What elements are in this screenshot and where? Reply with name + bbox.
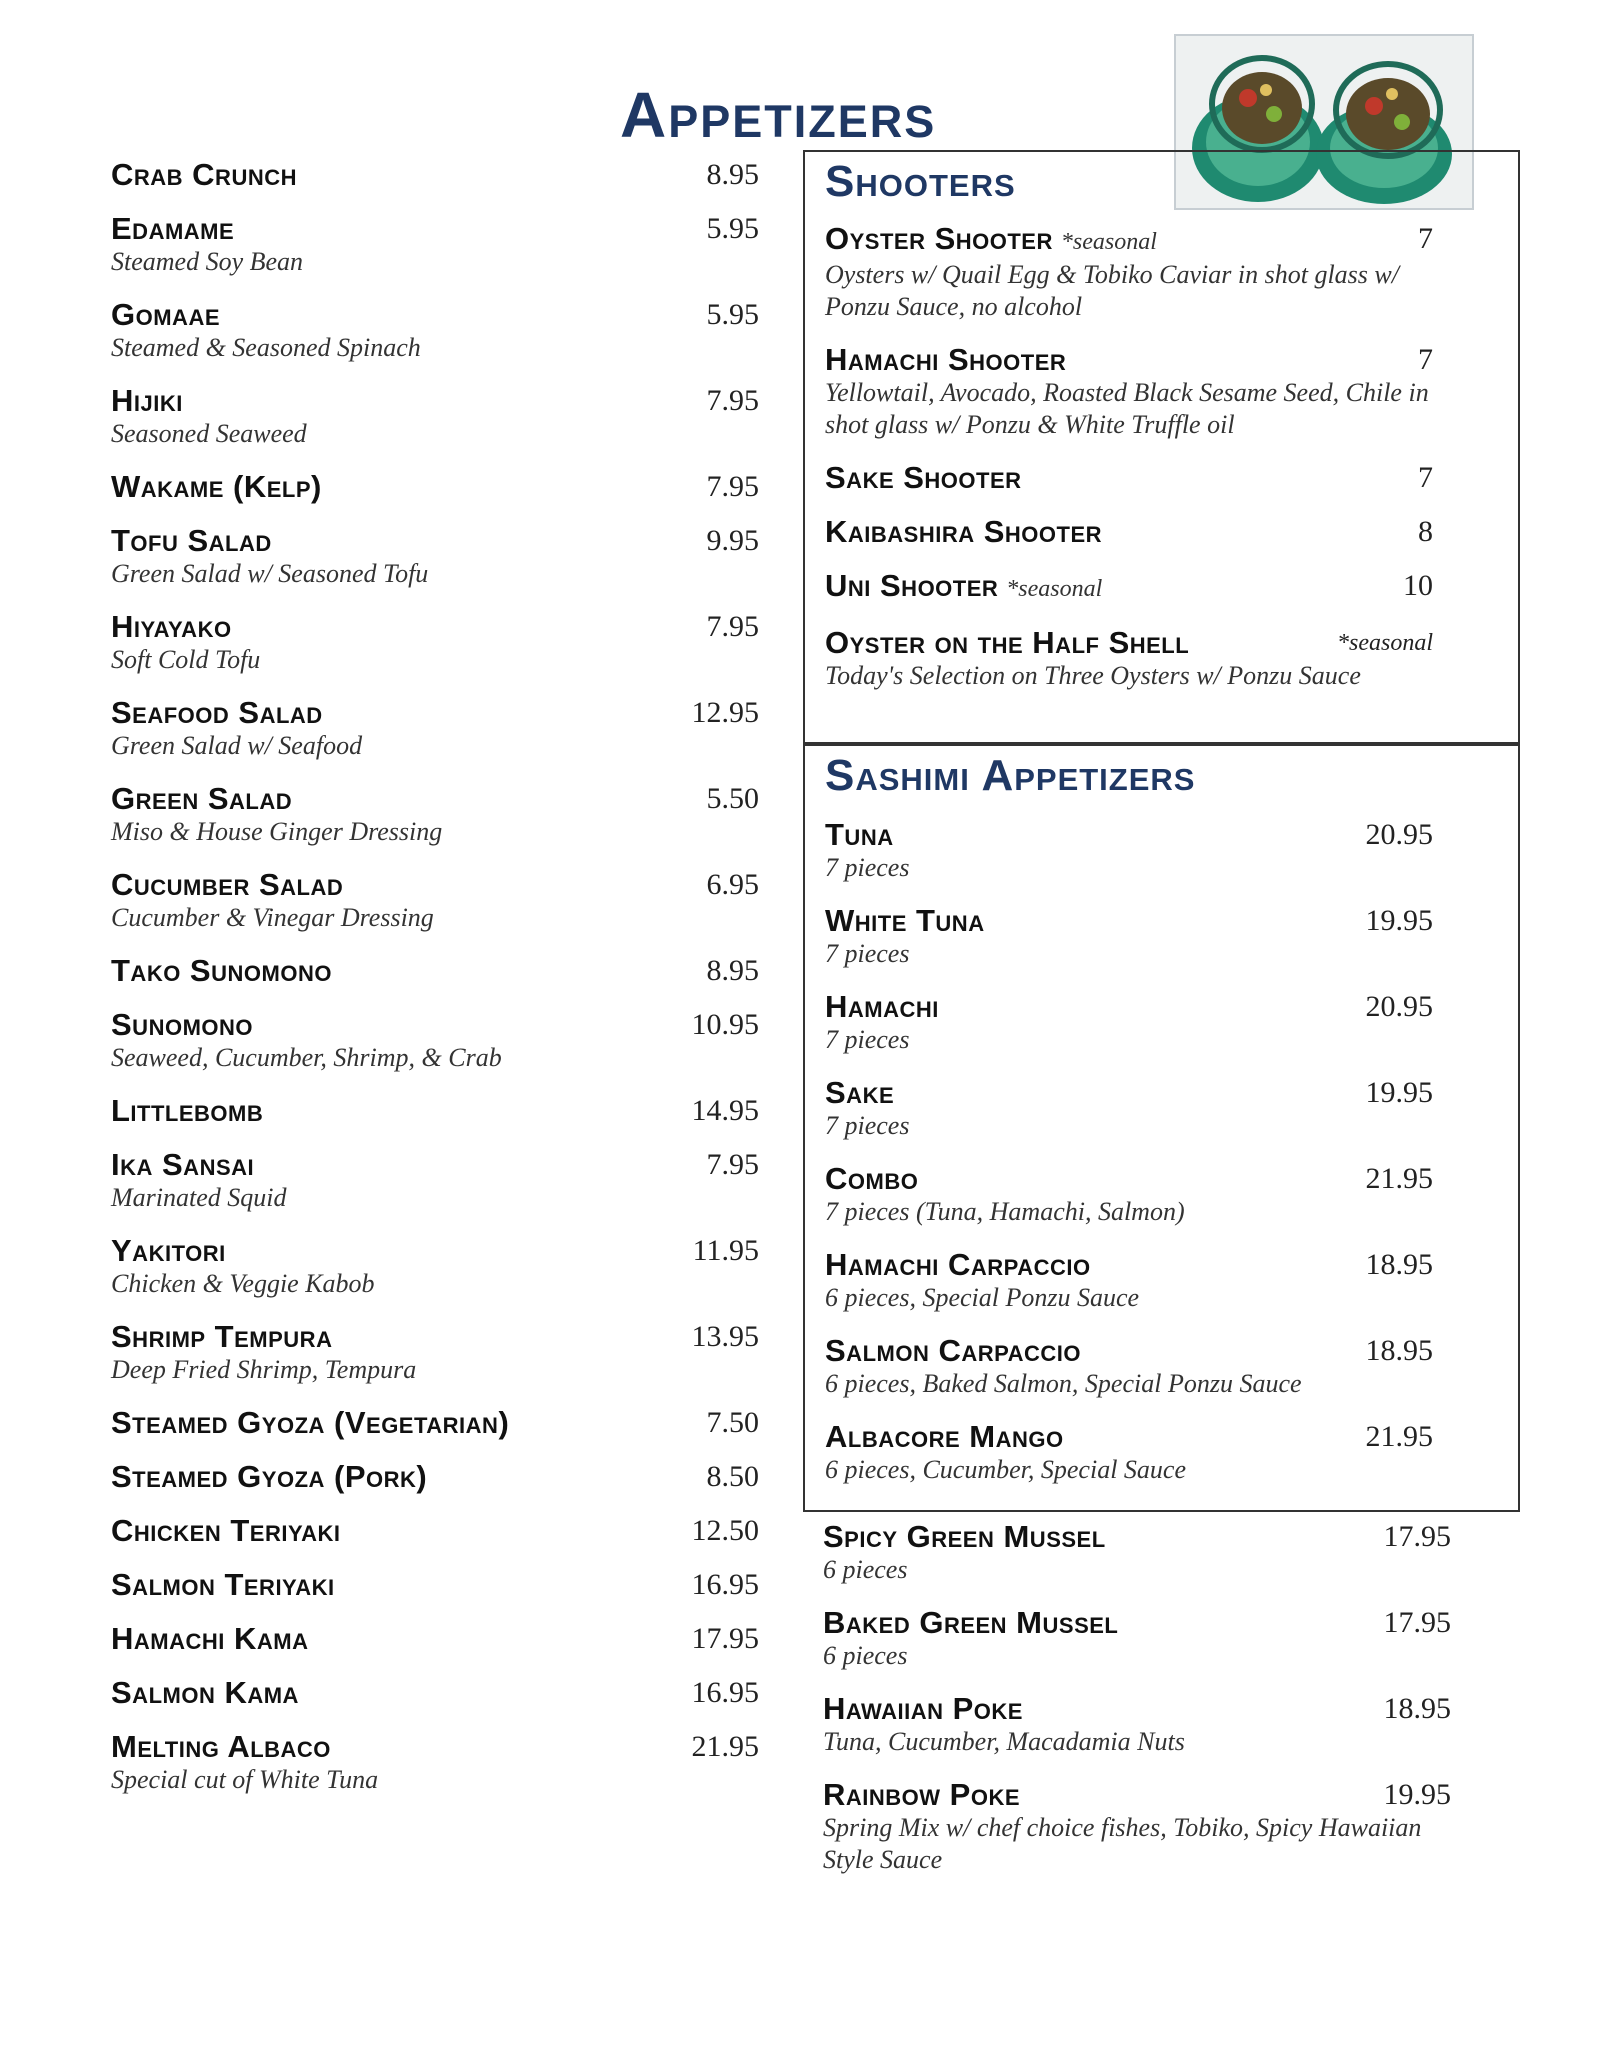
menu-item [111,1234,759,1300]
item-price: 8 [1418,515,1433,548]
item-price: 12.50 [691,1514,759,1547]
item-price: 7.95 [706,384,759,417]
section-title: Shooters [825,157,1016,206]
menu-item [111,1730,759,1796]
menu-item [111,1676,759,1710]
menu-item [823,1692,1451,1758]
menu-item [825,515,1433,549]
item-description: 6 pieces, Baked Salmon, Special Ponzu Sauce [825,1369,1302,1398]
item-description: 6 pieces [823,1641,908,1670]
item-name: Tofu Salad [111,523,272,558]
menu-item [825,461,1433,495]
item-price: 16.95 [691,1568,759,1601]
item-price: 18.95 [1365,1248,1433,1281]
item-price: 7 [1418,461,1433,494]
item-description: Deep Fried Shrimp, Tempura [111,1355,417,1384]
item-name: Hamachi Carpaccio [825,1247,1091,1282]
item-description: Marinated Squid [111,1183,287,1212]
item-description: Miso & House Ginger Dressing [111,817,443,846]
item-name: Steamed Gyoza (Vegetarian) [111,1405,510,1440]
item-name: Seafood Salad [111,695,323,730]
menu-item [823,1520,1451,1586]
item-name: Steamed Gyoza (Pork) [111,1459,428,1494]
menu-item [111,1094,759,1128]
item-description: Oysters w/ Quail Egg & Tobiko Caviar in shot glass w/ Ponzu Sauce, no alcohol [825,260,1399,321]
menu-item [111,298,759,364]
menu-item [111,610,759,676]
item-price: 12.95 [691,696,759,729]
item-description: 6 pieces, Special Ponzu Sauce [825,1283,1140,1312]
item-description: Green Salad w/ Seafood [111,731,363,760]
item-description: 6 pieces [823,1555,908,1584]
item-description: 7 pieces (Tuna, Hamachi, Salmon) [825,1197,1185,1226]
item-name: Salmon Kama [111,1675,299,1710]
item-price: 20.95 [1365,818,1433,851]
item-price: 7.95 [706,610,759,643]
item-name: Uni Shooter *seasonal [825,568,1103,603]
item-description: Spring Mix w/ chef choice fishes, Tobiko, Spicy Hawaiian Style Sauce [823,1813,1422,1874]
item-description: 7 pieces [825,853,910,882]
item-name: Salmon Carpaccio [825,1333,1082,1368]
item-description: Tuna, Cucumber, Macadamia Nuts [823,1727,1185,1756]
menu-item [825,343,1433,441]
menu-item [111,1514,759,1548]
item-price: 10.95 [691,1008,759,1041]
seasonal-note: *seasonal [1006,576,1103,602]
menu-item [111,212,759,278]
item-description: 7 pieces [825,1111,910,1140]
menu-item [825,1334,1433,1400]
item-name: Cucumber Salad [111,867,344,902]
item-name: Edamame [111,211,235,246]
item-name: Chicken Teriyaki [111,1513,341,1548]
item-price: 18.95 [1383,1692,1451,1725]
item-price: 5.50 [706,782,759,815]
menu-item [111,1148,759,1214]
item-price: 17.95 [1383,1606,1451,1639]
menu-item [825,818,1433,884]
item-price: 7 [1418,222,1433,255]
item-name: Baked Green Mussel [823,1605,1119,1640]
item-price: 9.95 [706,524,759,557]
item-name: Tuna [825,817,894,852]
menu-item [825,1248,1433,1314]
item-description: Steamed & Seasoned Spinach [111,333,421,362]
item-price: 6.95 [706,868,759,901]
item-name: Tako Sunomono [111,953,332,988]
page-title: Appetizers [620,79,937,151]
item-name: Hamachi Shooter [825,342,1067,377]
menu-item [825,904,1433,970]
item-description: Steamed Soy Bean [111,247,304,276]
item-price: 19.95 [1365,904,1433,937]
item-name: Hamachi Kama [111,1621,309,1656]
item-name: Wakame (Kelp) [111,469,322,504]
menu-item [823,1606,1451,1672]
item-description: Green Salad w/ Seasoned Tofu [111,559,429,588]
item-name: Melting Albaco [111,1729,331,1764]
item-price: 10 [1403,569,1433,602]
item-name: Hawaiian Poke [823,1691,1023,1726]
item-price: 7.95 [706,470,759,503]
menu-item [111,384,759,450]
item-price: 7 [1418,343,1433,376]
item-name: Sake Shooter [825,460,1022,495]
item-description: 7 pieces [825,1025,910,1054]
item-price: 21.95 [691,1730,759,1763]
item-price: 17.95 [691,1622,759,1655]
item-description: Cucumber & Vinegar Dressing [111,903,434,932]
menu-item [111,1460,759,1494]
item-description: Soft Cold Tofu [111,645,261,674]
item-name: Hamachi [825,989,939,1024]
item-name: Gomaae [111,297,221,332]
item-description: 6 pieces, Cucumber, Special Sauce [825,1455,1187,1484]
menu-item [823,1778,1451,1876]
item-price: 11.95 [692,1234,759,1267]
item-price: 5.95 [706,212,759,245]
menu-item [111,1406,759,1440]
item-price: *seasonal [1337,630,1433,656]
menu-item [111,524,759,590]
menu-item [825,569,1433,606]
item-price: 7.95 [706,1148,759,1181]
item-price: 13.95 [691,1320,759,1353]
item-name: Rainbow Poke [823,1777,1021,1812]
menu-item [111,1008,759,1074]
item-name: Littlebomb [111,1093,264,1128]
item-name: Spicy Green Mussel [823,1519,1106,1554]
item-price: 21.95 [1365,1162,1433,1195]
item-name: Combo [825,1161,919,1196]
item-name: Hiyayako [111,609,232,644]
menu-item [111,1320,759,1386]
item-price: 8.95 [706,158,759,191]
item-price: 16.95 [691,1676,759,1709]
item-price: 19.95 [1383,1778,1451,1811]
item-description: Special cut of White Tuna [111,1765,379,1794]
item-name: Sunomono [111,1007,254,1042]
menu-item [825,990,1433,1056]
item-price: 19.95 [1365,1076,1433,1109]
item-price: 8.50 [706,1460,759,1493]
item-name: Crab Crunch [111,157,297,192]
item-name: Oyster on the Half Shell [825,625,1190,660]
item-price: 20.95 [1365,990,1433,1023]
menu-item [111,954,759,988]
sashimi-section [803,744,1520,1512]
menu-item [825,222,1433,323]
shooters-section [803,150,1520,744]
item-description: Yellowtail, Avocado, Roasted Black Sesame Seed, Chile in shot glass w/ Ponzu & White Truffle oil [825,378,1429,439]
item-name: Albacore Mango [825,1419,1064,1454]
item-name: Shrimp Tempura [111,1319,333,1354]
menu-item [825,1162,1433,1228]
item-price: 17.95 [1383,1520,1451,1553]
appetizers-list [111,158,759,1816]
section-title: Sashimi Appetizers [825,751,1196,800]
item-name: Hijiki [111,383,183,418]
menu-item [111,1622,759,1656]
item-description: Chicken & Veggie Kabob [111,1269,375,1298]
item-price: 7.50 [706,1406,759,1439]
menu-item [111,1568,759,1602]
item-price: 21.95 [1365,1420,1433,1453]
seasonal-note: *seasonal [1060,229,1157,255]
menu-item [111,470,759,504]
item-description: Seaweed, Cucumber, Shrimp, & Crab [111,1043,502,1072]
menu-item [111,868,759,934]
menu-item [825,1076,1433,1142]
item-name: Green Salad [111,781,293,816]
item-name: Yakitori [111,1233,226,1268]
item-description: 7 pieces [825,939,910,968]
menu-item [111,696,759,762]
extras-list [823,1520,1451,1896]
item-name: Sake [825,1075,895,1110]
item-name: White Tuna [825,903,985,938]
item-price: 5.95 [706,298,759,331]
menu-item [825,626,1433,692]
item-name: Oyster Shooter *seasonal [825,221,1157,256]
item-name: Ika Sansai [111,1147,255,1182]
item-price: 18.95 [1365,1334,1433,1367]
item-price: 14.95 [691,1094,759,1127]
item-name: Salmon Teriyaki [111,1567,335,1602]
item-name: Kaibashira Shooter [825,514,1103,549]
item-price: 8.95 [706,954,759,987]
menu-item [825,1420,1433,1486]
item-description: Today's Selection on Three Oysters w/ Ponzu Sauce [825,661,1361,690]
menu-item [111,158,759,192]
menu-item [111,782,759,848]
item-description: Seasoned Seaweed [111,419,307,448]
